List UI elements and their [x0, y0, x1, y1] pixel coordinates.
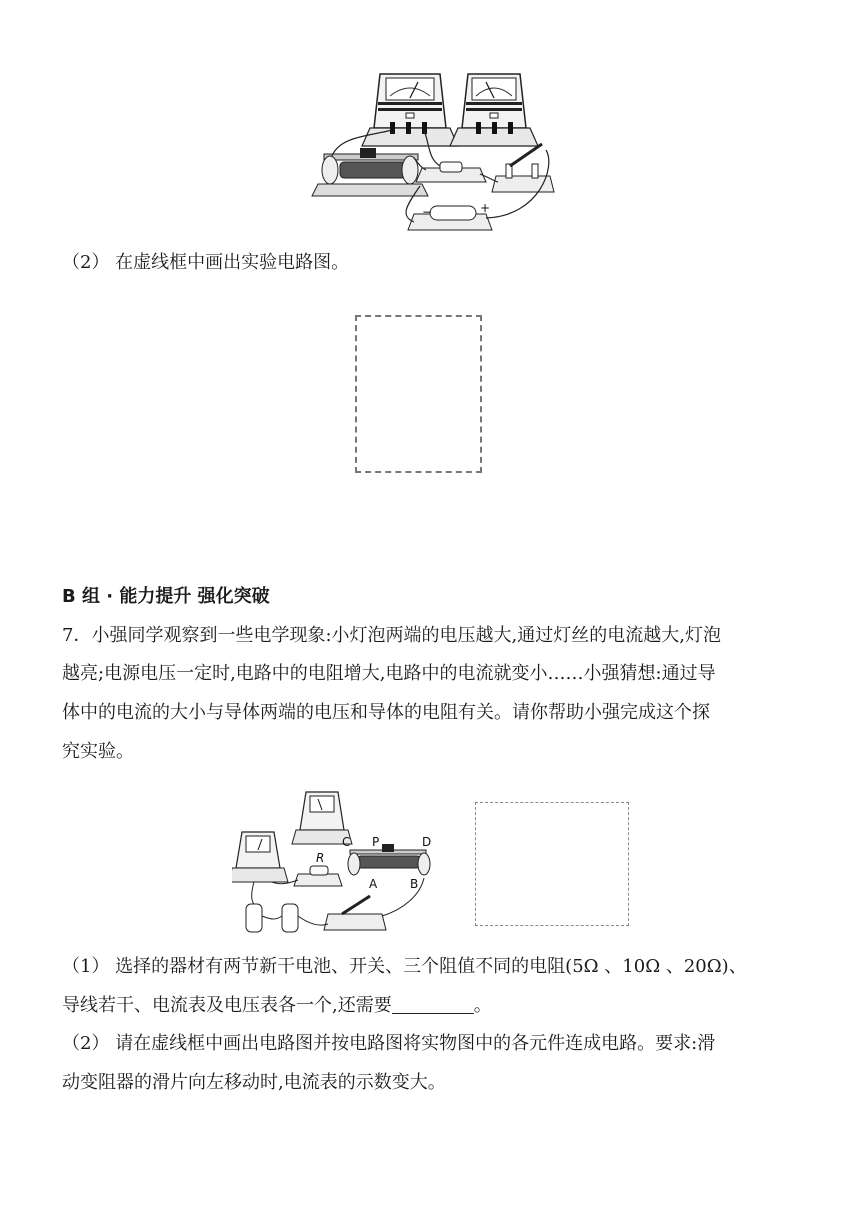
- ammeter-icon: [362, 74, 458, 146]
- answer-blank[interactable]: [392, 995, 474, 1014]
- battery-icon: [408, 201, 492, 230]
- battery-icon: [246, 904, 298, 932]
- label-d: D: [422, 835, 432, 849]
- question-7-part-1-suffix: 。: [473, 995, 492, 1016]
- question-6-part-2: （2） 在虚线框中画出实验电路图。: [62, 252, 350, 273]
- rheostat-icon: [348, 844, 430, 875]
- voltmeter-icon: [450, 74, 538, 146]
- resistor-r-icon: [294, 866, 342, 886]
- label-a: A: [369, 877, 378, 891]
- label-c: C: [342, 835, 351, 849]
- switch-icon: [492, 144, 554, 192]
- question-7-part-2-line-1: （2） 请在虚线框中画出电路图并按电路图将实物图中的各元件连成电路。要求:滑: [62, 1033, 716, 1054]
- label-r: R: [316, 851, 325, 865]
- experiment-apparatus-figure-1: [310, 66, 556, 242]
- question-7-line-4: 究实验。: [62, 741, 134, 762]
- svg-text:+: +: [480, 201, 491, 215]
- question-7-line-2: 越亮;电源电压一定时,电路中的电阻增大,电路中的电流就变小……小强猜想:通过导: [62, 663, 716, 684]
- resistor-icon: [416, 162, 486, 182]
- rheostat-icon: [312, 148, 428, 196]
- question-7-part-1-prefix: 导线若干、电流表及电压表各一个,还需要: [62, 995, 392, 1016]
- question-7-line-3: 体中的电流的大小与导体两端的电压和导体的电阻有关。请你帮助小强完成这个探: [62, 702, 710, 723]
- question-7-part-2-line-2: 动变阻器的滑片向左移动时,电流表的示数变大。: [62, 1072, 446, 1093]
- label-b: B: [410, 877, 419, 891]
- switch-icon: [324, 896, 386, 930]
- question-7-line-1: 7．小强同学观察到一些电学现象:小灯泡两端的电压越大,通过灯丝的电流越大,灯泡: [62, 625, 721, 646]
- answer-box-1: [355, 315, 482, 473]
- experiment-apparatus-figure-2: [232, 786, 450, 940]
- svg-text:−: −: [422, 205, 433, 219]
- section-heading: B 组 · 能力提升 强化突破: [62, 586, 270, 607]
- question-7-part-1-line-1: （1） 选择的器材有两节新干电池、开关、三个阻值不同的电阻(5Ω 、10Ω 、20Ω)、: [62, 956, 747, 977]
- answer-box-2: [475, 802, 629, 926]
- label-p: P: [372, 835, 380, 849]
- ammeter-icon: [232, 832, 288, 882]
- question-7-part-1-line-2: [62, 994, 492, 1018]
